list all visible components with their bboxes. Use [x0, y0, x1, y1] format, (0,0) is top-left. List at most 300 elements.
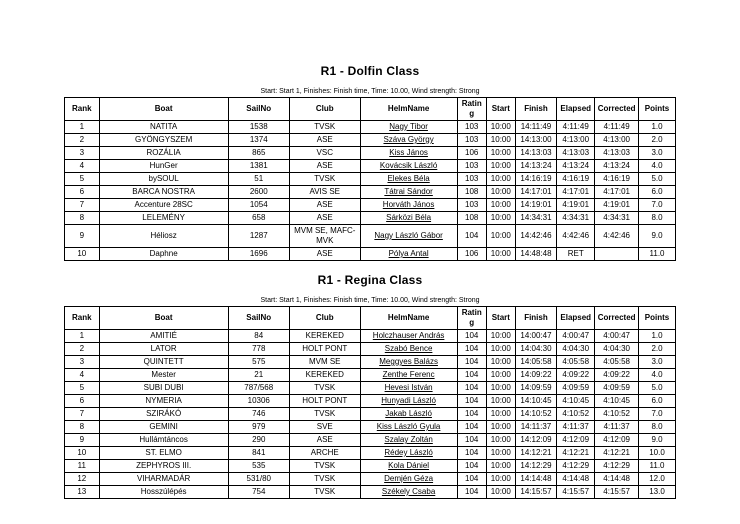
cell-finish: 14:15:57: [515, 486, 557, 499]
cell-rating: 106: [457, 147, 486, 160]
cell-start: 10:00: [486, 212, 515, 225]
cell-rank: 8: [65, 212, 100, 225]
cell-start: 10:00: [486, 408, 515, 421]
column-header-sailno: SailNo: [228, 307, 289, 330]
cell-finish: 14:00:47: [515, 330, 557, 343]
cell-club: ASE: [289, 212, 360, 225]
cell-helmname: [360, 343, 457, 356]
cell-finish: 14:11:37: [515, 421, 557, 434]
cell-helmname: [360, 121, 457, 134]
cell-sailno: 290: [228, 434, 289, 447]
cell-points: 7.0: [639, 408, 676, 421]
cell-start: 10:00: [486, 330, 515, 343]
cell-boat: LATOR: [99, 343, 228, 356]
table-row: [65, 460, 676, 473]
cell-sailno: 778: [228, 343, 289, 356]
cell-elapsed: 4:42:46: [557, 225, 595, 248]
cell-rating: 104: [457, 369, 486, 382]
cell-points: 3.0: [639, 356, 676, 369]
table-row: [65, 395, 676, 408]
cell-corrected: 4:19:01: [595, 199, 639, 212]
cell-elapsed: 4:16:19: [557, 173, 595, 186]
cell-sailno: 1381: [228, 160, 289, 173]
table-row: [65, 330, 676, 343]
cell-helmname: [360, 199, 457, 212]
cell-rating: 108: [457, 212, 486, 225]
cell-corrected: 4:13:03: [595, 147, 639, 160]
cell-points: 5.0: [639, 382, 676, 395]
cell-finish: 14:19:01: [515, 199, 557, 212]
cell-corrected: 4:17:01: [595, 186, 639, 199]
cell-rating: 103: [457, 134, 486, 147]
cell-club: MVM SE: [289, 356, 360, 369]
cell-start: 10:00: [486, 421, 515, 434]
cell-helmname: [360, 421, 457, 434]
column-header-rank: Rank: [65, 307, 100, 330]
cell-points: 9.0: [639, 225, 676, 248]
cell-rating: 103: [457, 160, 486, 173]
cell-sailno: 658: [228, 212, 289, 225]
cell-rating: 104: [457, 421, 486, 434]
cell-points: 2.0: [639, 134, 676, 147]
cell-club: ARCHE: [289, 447, 360, 460]
cell-start: 10:00: [486, 248, 515, 261]
cell-helmname: [360, 434, 457, 447]
cell-start: 10:00: [486, 186, 515, 199]
cell-elapsed: 4:14:48: [557, 473, 595, 486]
helm-name-link[interactable]: Rédey László: [384, 448, 433, 457]
cell-rating: 104: [457, 473, 486, 486]
cell-finish: 14:04:30: [515, 343, 557, 356]
cell-finish: 14:13:03: [515, 147, 557, 160]
helm-name-link[interactable]: Szalay Zoltán: [384, 435, 433, 444]
cell-helmname: [360, 186, 457, 199]
helm-name-link[interactable]: Jakab László: [385, 409, 432, 418]
cell-elapsed: 4:34:31: [557, 212, 595, 225]
cell-boat: Héliosz: [99, 225, 228, 248]
cell-helmname: [360, 460, 457, 473]
cell-sailno: 1538: [228, 121, 289, 134]
cell-elapsed: 4:12:09: [557, 434, 595, 447]
cell-elapsed: 4:19:01: [557, 199, 595, 212]
cell-rating: 104: [457, 486, 486, 499]
cell-elapsed: 4:11:49: [557, 121, 595, 134]
cell-elapsed: 4:17:01: [557, 186, 595, 199]
cell-rank: 10: [65, 248, 100, 261]
column-header-club: Club: [289, 307, 360, 330]
cell-boat: Daphne: [99, 248, 228, 261]
cell-rank: 11: [65, 460, 100, 473]
cell-elapsed: 4:13:24: [557, 160, 595, 173]
cell-corrected: 4:10:52: [595, 408, 639, 421]
cell-points: 6.0: [639, 186, 676, 199]
table-row: [65, 447, 676, 460]
cell-sailno: 1287: [228, 225, 289, 248]
column-header-elapsed: Elapsed: [557, 307, 595, 330]
cell-club: ASE: [289, 199, 360, 212]
cell-rating: 104: [457, 434, 486, 447]
cell-rating: 104: [457, 447, 486, 460]
cell-corrected: [595, 248, 639, 261]
table-row: [65, 473, 676, 486]
cell-rank: 12: [65, 473, 100, 486]
cell-start: 10:00: [486, 356, 515, 369]
cell-corrected: 4:16:19: [595, 173, 639, 186]
cell-finish: 14:13:00: [515, 134, 557, 147]
cell-rating: 103: [457, 121, 486, 134]
cell-points: 1.0: [639, 121, 676, 134]
helm-name-link[interactable]: Zenthe Ferenc: [382, 370, 435, 379]
table-row: [65, 369, 676, 382]
cell-boat: HunGer: [99, 160, 228, 173]
cell-boat: LELEMÉNY: [99, 212, 228, 225]
cell-sailno: 2600: [228, 186, 289, 199]
cell-points: 4.0: [639, 369, 676, 382]
cell-start: 10:00: [486, 225, 515, 248]
cell-club: MVM SE, MAFC-MVK: [289, 225, 360, 248]
cell-sailno: 841: [228, 447, 289, 460]
cell-club: KEREKED: [289, 330, 360, 343]
cell-rank: 13: [65, 486, 100, 499]
cell-helmname: [360, 473, 457, 486]
cell-boat: Hosszúlépés: [99, 486, 228, 499]
cell-corrected: 4:11:49: [595, 121, 639, 134]
table-row: [65, 160, 676, 173]
helm-name-link[interactable]: Holczhauser András: [372, 331, 445, 340]
cell-corrected: 4:34:31: [595, 212, 639, 225]
cell-elapsed: 4:00:47: [557, 330, 595, 343]
column-header-club: Club: [289, 98, 360, 121]
cell-corrected: 4:14:48: [595, 473, 639, 486]
cell-boat: GYÖNGYSZEM: [99, 134, 228, 147]
cell-elapsed: 4:12:29: [557, 460, 595, 473]
cell-rank: 5: [65, 382, 100, 395]
cell-corrected: 4:10:45: [595, 395, 639, 408]
table-row: [65, 343, 676, 356]
cell-rating: 104: [457, 382, 486, 395]
cell-boat: NYMERIA: [99, 395, 228, 408]
cell-finish: 14:13:24: [515, 160, 557, 173]
cell-boat: GEMINI: [99, 421, 228, 434]
cell-corrected: 4:05:58: [595, 356, 639, 369]
cell-start: 10:00: [486, 486, 515, 499]
cell-rank: 5: [65, 173, 100, 186]
cell-club: ASE: [289, 434, 360, 447]
cell-points: 11.0: [639, 460, 676, 473]
cell-start: 10:00: [486, 121, 515, 134]
results-table-regina: [64, 306, 676, 499]
cell-helmname: [360, 408, 457, 421]
column-header-start: Start: [486, 307, 515, 330]
cell-points: 6.0: [639, 395, 676, 408]
cell-rating: 104: [457, 460, 486, 473]
table-row: [65, 421, 676, 434]
cell-elapsed: 4:15:57: [557, 486, 595, 499]
race-settings-dolfin: Start: Start 1, Finishes: Finish time, Time: 10.00, Wind strength: Strong: [260, 88, 480, 95]
cell-sailno: 1696: [228, 248, 289, 261]
cell-points: 2.0: [639, 343, 676, 356]
cell-boat: Mester: [99, 369, 228, 382]
cell-points: 9.0: [639, 434, 676, 447]
cell-corrected: 4:09:59: [595, 382, 639, 395]
cell-points: 12.0: [639, 473, 676, 486]
cell-rating: 104: [457, 343, 486, 356]
cell-helmname: [360, 147, 457, 160]
cell-rank: 3: [65, 356, 100, 369]
cell-corrected: 4:12:09: [595, 434, 639, 447]
cell-start: 10:00: [486, 473, 515, 486]
helm-name-link[interactable]: Kovácsik László: [379, 161, 438, 170]
cell-rank: 1: [65, 121, 100, 134]
cell-finish: 14:16:19: [515, 173, 557, 186]
cell-boat: bySOUL: [99, 173, 228, 186]
cell-sailno: 865: [228, 147, 289, 160]
cell-corrected: 4:04:30: [595, 343, 639, 356]
helm-name-link[interactable]: Kola Dániel: [388, 461, 430, 470]
column-header-corrected: Corrected: [595, 98, 639, 121]
class-title-dolfin: R1 - Dolfin Class: [320, 64, 420, 78]
cell-helmname: [360, 160, 457, 173]
table-row: [65, 434, 676, 447]
cell-helmname: [360, 486, 457, 499]
cell-sailno: 1054: [228, 199, 289, 212]
cell-points: 11.0: [639, 248, 676, 261]
table-row: [65, 121, 676, 134]
cell-finish: 14:48:48: [515, 248, 557, 261]
cell-boat: SZIRÁKÓ: [99, 408, 228, 421]
cell-rank: 9: [65, 225, 100, 248]
cell-rank: 7: [65, 199, 100, 212]
cell-rating: 103: [457, 173, 486, 186]
cell-rank: 8: [65, 421, 100, 434]
header-row: [65, 307, 676, 330]
cell-elapsed: 4:13:00: [557, 134, 595, 147]
helm-name-link[interactable]: Sárközi Béla: [386, 213, 432, 222]
cell-club: TVSK: [289, 121, 360, 134]
cell-boat: QUINTETT: [99, 356, 228, 369]
cell-start: 10:00: [486, 134, 515, 147]
column-header-finish: Finish: [515, 307, 557, 330]
cell-rating: 108: [457, 186, 486, 199]
cell-rating: 106: [457, 248, 486, 261]
cell-finish: 14:17:01: [515, 186, 557, 199]
cell-elapsed: 4:11:37: [557, 421, 595, 434]
column-header-finish: Finish: [515, 98, 557, 121]
column-header-boat: Boat: [99, 98, 228, 121]
helm-name-link[interactable]: Hunyadi László: [381, 396, 436, 405]
cell-start: 10:00: [486, 382, 515, 395]
cell-boat: ROZÁLIA: [99, 147, 228, 160]
cell-boat: ZEPHYROS III.: [99, 460, 228, 473]
cell-sailno: 535: [228, 460, 289, 473]
column-header-sailno: SailNo: [228, 98, 289, 121]
table-row: [65, 382, 676, 395]
cell-rank: 2: [65, 343, 100, 356]
cell-rank: 7: [65, 408, 100, 421]
table-row: [65, 147, 676, 160]
cell-elapsed: RET: [557, 248, 595, 261]
column-header-start: Start: [486, 98, 515, 121]
cell-club: TVSK: [289, 460, 360, 473]
helm-name-link[interactable]: Székely Csaba: [381, 487, 436, 496]
cell-helmname: [360, 382, 457, 395]
cell-helmname: [360, 248, 457, 261]
cell-helmname: [360, 173, 457, 186]
helm-name-link[interactable]: Hevesi István: [384, 383, 433, 392]
cell-rank: 3: [65, 147, 100, 160]
cell-elapsed: 4:09:59: [557, 382, 595, 395]
helm-name-link[interactable]: Elekes Béla: [387, 174, 430, 183]
cell-finish: 14:09:59: [515, 382, 557, 395]
cell-rank: 1: [65, 330, 100, 343]
cell-club: SVE: [289, 421, 360, 434]
cell-start: 10:00: [486, 173, 515, 186]
cell-rank: 2: [65, 134, 100, 147]
cell-rank: 10: [65, 447, 100, 460]
cell-start: 10:00: [486, 147, 515, 160]
cell-corrected: 4:13:00: [595, 134, 639, 147]
cell-corrected: 4:09:22: [595, 369, 639, 382]
cell-elapsed: 4:10:52: [557, 408, 595, 421]
helm-name-link[interactable]: Pólya Antal: [388, 249, 429, 258]
cell-rank: 6: [65, 395, 100, 408]
cell-helmname: [360, 395, 457, 408]
helm-name-link[interactable]: Tátrai Sándor: [384, 187, 433, 196]
cell-rank: 6: [65, 186, 100, 199]
cell-points: 13.0: [639, 486, 676, 499]
cell-helmname: [360, 369, 457, 382]
cell-rating: 104: [457, 356, 486, 369]
column-header-points: Points: [639, 307, 676, 330]
cell-finish: 14:11:49: [515, 121, 557, 134]
cell-rating: 103: [457, 199, 486, 212]
cell-boat: Accenture 28SC: [99, 199, 228, 212]
cell-elapsed: 4:09:22: [557, 369, 595, 382]
column-header-points: Points: [639, 98, 676, 121]
cell-club: HOLT PONT: [289, 395, 360, 408]
cell-rank: 4: [65, 160, 100, 173]
table-row: [65, 356, 676, 369]
cell-boat: AMITIÉ: [99, 330, 228, 343]
cell-club: TVSK: [289, 382, 360, 395]
cell-corrected: 4:13:24: [595, 160, 639, 173]
cell-helmname: [360, 356, 457, 369]
cell-finish: 14:42:46: [515, 225, 557, 248]
table-row: [65, 199, 676, 212]
table-row: [65, 486, 676, 499]
regina-class-section: [64, 273, 676, 499]
table-row: [65, 173, 676, 186]
cell-corrected: 4:42:46: [595, 225, 639, 248]
cell-boat: VIHARMADÁR: [99, 473, 228, 486]
cell-points: 1.0: [639, 330, 676, 343]
cell-finish: 14:10:52: [515, 408, 557, 421]
cell-helmname: [360, 212, 457, 225]
race-settings-regina: Start: Start 1, Finishes: Finish time, Time: 10.00, Wind strength: Strong: [260, 297, 480, 304]
column-header-helmname: HelmName: [360, 98, 457, 121]
helm-name-link[interactable]: Kiss János: [389, 148, 428, 157]
cell-club: ASE: [289, 248, 360, 261]
cell-elapsed: 4:12:21: [557, 447, 595, 460]
cell-helmname: [360, 225, 457, 248]
cell-boat: BARCA NOSTRA: [99, 186, 228, 199]
cell-boat: SUBI DUBI: [99, 382, 228, 395]
cell-sailno: 10306: [228, 395, 289, 408]
cell-points: 7.0: [639, 199, 676, 212]
cell-start: 10:00: [486, 460, 515, 473]
cell-corrected: 4:12:21: [595, 447, 639, 460]
cell-start: 10:00: [486, 395, 515, 408]
cell-helmname: [360, 330, 457, 343]
cell-start: 10:00: [486, 447, 515, 460]
cell-sailno: 531/80: [228, 473, 289, 486]
table-row: [65, 248, 676, 261]
cell-finish: 14:12:09: [515, 434, 557, 447]
cell-points: 10.0: [639, 447, 676, 460]
cell-club: TVSK: [289, 486, 360, 499]
cell-elapsed: 4:13:03: [557, 147, 595, 160]
cell-club: ASE: [289, 160, 360, 173]
table-row: [65, 186, 676, 199]
helm-name-link[interactable]: Nagy Tibor: [389, 122, 428, 131]
helm-name-link[interactable]: Szabó Bence: [384, 344, 433, 353]
column-header-helmname: HelmName: [360, 307, 457, 330]
helm-name-link[interactable]: Demjén Géza: [384, 474, 434, 483]
cell-club: AVIS SE: [289, 186, 360, 199]
cell-rating: 104: [457, 408, 486, 421]
cell-start: 10:00: [486, 343, 515, 356]
cell-start: 10:00: [486, 434, 515, 447]
cell-elapsed: 4:04:30: [557, 343, 595, 356]
cell-club: TVSK: [289, 173, 360, 186]
cell-points: 3.0: [639, 147, 676, 160]
cell-start: 10:00: [486, 369, 515, 382]
table-row: [65, 212, 676, 225]
dolfin-class-section: [64, 64, 676, 261]
cell-helmname: [360, 134, 457, 147]
cell-corrected: 4:15:57: [595, 486, 639, 499]
helm-name-link[interactable]: Horváth János: [382, 200, 435, 209]
cell-rating: 104: [457, 225, 486, 248]
cell-sailno: 21: [228, 369, 289, 382]
cell-corrected: 4:00:47: [595, 330, 639, 343]
class-title-regina: R1 - Regina Class: [317, 273, 423, 287]
header-row: [65, 98, 676, 121]
cell-sailno: 1374: [228, 134, 289, 147]
cell-sailno: 754: [228, 486, 289, 499]
cell-finish: 14:09:22: [515, 369, 557, 382]
cell-club: ASE: [289, 134, 360, 147]
cell-finish: 14:05:58: [515, 356, 557, 369]
cell-sailno: 51: [228, 173, 289, 186]
results-table-dolfin: [64, 97, 676, 261]
cell-corrected: 4:12:29: [595, 460, 639, 473]
cell-rating: 104: [457, 395, 486, 408]
cell-elapsed: 4:05:58: [557, 356, 595, 369]
cell-club: VSC: [289, 147, 360, 160]
helm-name-link[interactable]: Nagy László Gábor: [374, 231, 443, 240]
cell-club: HOLT PONT: [289, 343, 360, 356]
cell-boat: NATITA: [99, 121, 228, 134]
table-row: [65, 134, 676, 147]
helm-name-link[interactable]: Száva György: [383, 135, 434, 144]
cell-club: KEREKED: [289, 369, 360, 382]
helm-name-link[interactable]: Meggyes Balázs: [379, 357, 438, 366]
cell-club: TVSK: [289, 473, 360, 486]
column-header-rating: Rating: [457, 98, 486, 121]
helm-name-link[interactable]: Kiss László Gyula: [376, 422, 441, 431]
column-header-rank: Rank: [65, 98, 100, 121]
